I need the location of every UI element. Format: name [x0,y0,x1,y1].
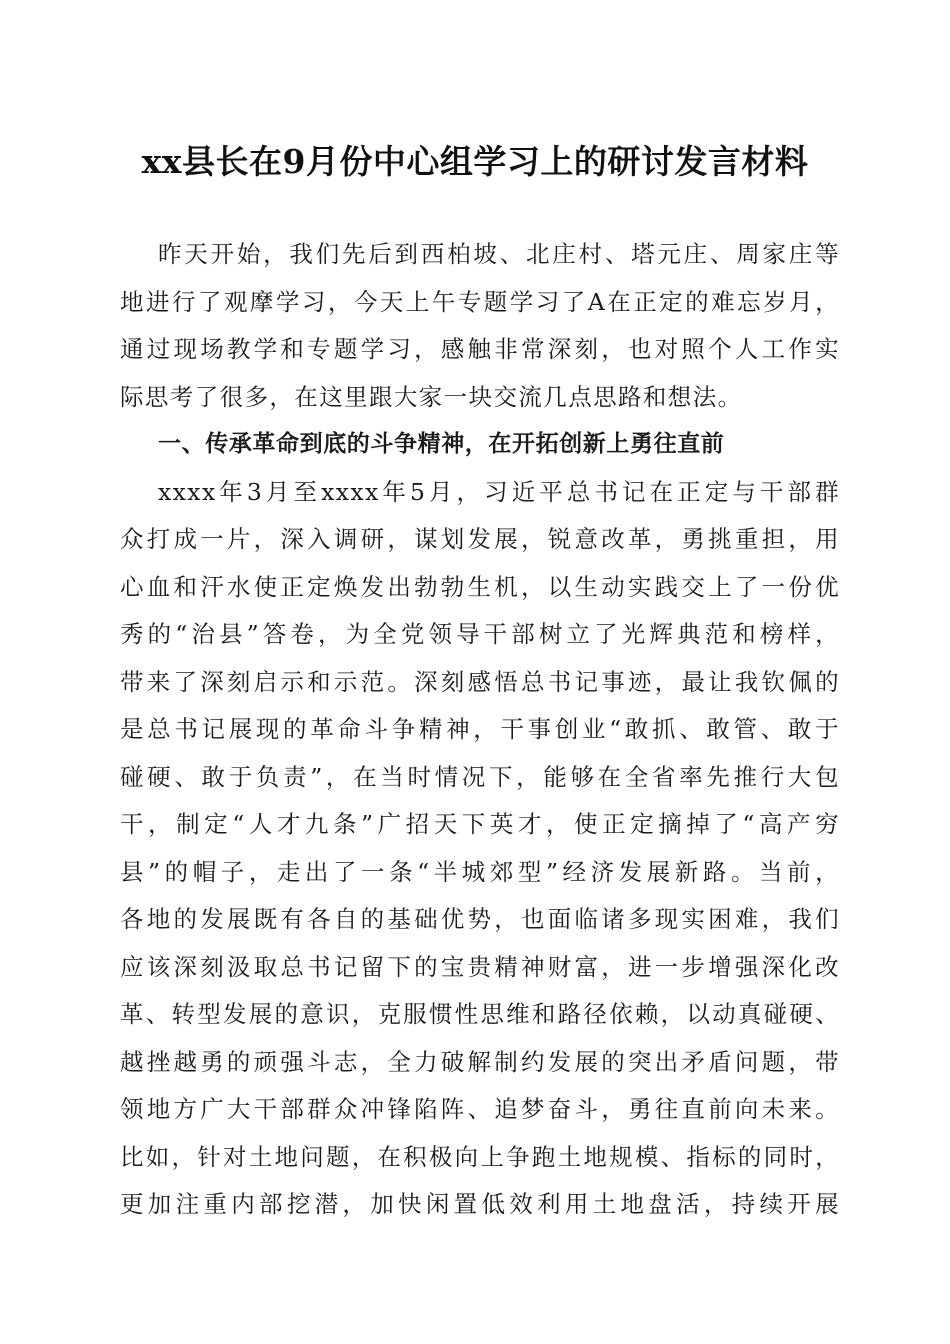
paragraph-line: 是总书记展现的革命斗争精神，干事创业“敢抓、敢管、敢于 [120,715,840,743]
paragraph-line: 比如，针对土地问题，在积极向上争跑土地规模、指标的同时， [120,1142,840,1171]
paragraph-line: 带来了深刻启示和示范。深刻感悟总书记事迹，最让我钦佩的 [120,667,840,696]
document-title: xx县长在9月份中心组学习上的研讨发言材料 [141,142,809,181]
paragraph-line: 秀的“治县”答卷，为全党领导干部树立了光辉典范和榜样， [120,620,840,648]
paragraph-line: 各地的发展既有各自的基础优势，也面临诸多现实困难，我们 [120,905,840,933]
paragraph-line: 昨天开始，我们先后到西柏坡、北庄村、塔元庄、周家庄等 [158,240,840,268]
paragraph-line: 应该深刻汲取总书记留下的宝贵精神财富，进一步增强深化改 [120,952,840,981]
paragraph-line: 县”的帽子，走出了一条“半城郊型”经济发展新路。当前， [120,857,840,886]
paragraph-line: 干，制定“人才九条”广招天下英才，使正定摘掉了“高产穷 [120,810,840,838]
paragraph-line: 通过现场教学和专题学习，感触非常深刻，也对照个人工作实 [120,335,840,363]
paragraph-line: 革、转型发展的意识，克服惯性思维和路径依赖，以动真碰硬、 [120,1000,840,1028]
paragraph-line: xxxx年3月至xxxx年5月，习近平总书记在正定与干部群 [158,477,840,506]
section-heading: 一、传承革命到底的斗争精神，在开拓创新上勇往直前 [158,431,725,457]
paragraph-line: 更加注重内部挖潜，加快闲置低效利用土地盘活，持续开展 [120,1190,840,1218]
paragraph-line: 地进行了观摩学习，今天上午专题学习了A在正定的难忘岁月， [120,287,840,316]
document-body [120,231,840,1229]
paragraph-line: 心血和汗水使正定焕发出勃勃生机，以生动实践交上了一份优 [120,572,840,601]
paragraph-line: 越挫越勇的顽强斗志，全力破解制约发展的突出矛盾问题，带 [120,1047,840,1076]
paragraph-line: 众打成一片，深入调研，谋划发展，锐意改革，勇挑重担，用 [120,525,840,553]
paragraph-line: 际思考了很多，在这里跟大家一块交流几点思路和想法。 [120,382,743,411]
paragraph-line: 领地方广大干部群众冲锋陷阵、追梦奋斗，勇往直前向未来。 [120,1095,840,1123]
paragraph-line: 碰硬、敢于负责”，在当时情况下，能够在全省率先推行大包 [120,762,840,791]
